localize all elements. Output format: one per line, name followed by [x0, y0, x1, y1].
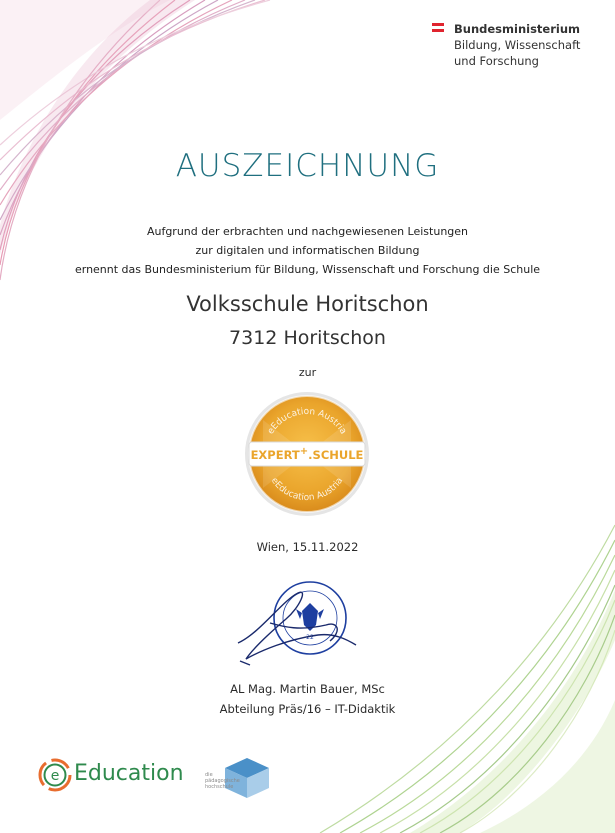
- ministry-name-line1: Bundesministerium: [454, 22, 580, 36]
- certificate-title: AUSZEICHNUNG: [175, 148, 440, 184]
- eeducation-logo-letter: e: [50, 768, 60, 784]
- school-location: 7312 Horitschon: [229, 327, 386, 349]
- intro-line-1: Aufgrund der erbrachten und nachgewiesenen Leistungen: [146, 225, 469, 238]
- handwritten-signature: [238, 592, 356, 665]
- signature-and-seal: [230, 573, 370, 668]
- signer-department: Abteilung Präs/16 – IT-Didaktik: [219, 702, 396, 716]
- signer-name: AL Mag. Martin Bauer, MSc: [230, 682, 385, 696]
- expert-schule-badge: [243, 390, 371, 518]
- certificate-intro: [0, 222, 615, 279]
- eeducation-logo-icon: [38, 758, 72, 792]
- badge-label: EXPERT+.SCHULE: [250, 446, 364, 462]
- seal-number: 22: [306, 634, 314, 641]
- badge-arc-top-text: eEducation Austria: [266, 406, 348, 437]
- intro-line-2: zur digitalen und informatischen Bildung: [195, 244, 420, 257]
- issue-date: Wien, 15.11.2022: [256, 540, 359, 554]
- ministry-name-line3: und Forschung: [454, 54, 539, 68]
- eeducation-logo-text: Education: [74, 761, 184, 786]
- signer-block: [0, 679, 615, 719]
- connector-text: zur: [298, 366, 317, 379]
- school-name: Volksschule Horitschon: [186, 292, 429, 316]
- ph-logo-text: die pädagogische hochschule: [205, 772, 240, 790]
- ministry-logo: [432, 21, 607, 69]
- ministry-name-line2: Bildung, Wissenschaft: [454, 38, 581, 52]
- austria-flag-icon: [432, 23, 444, 32]
- intro-line-3: ernennt das Bundesministerium für Bildung, Wissenschaft und Forschung die Schule: [74, 263, 541, 276]
- badge-arc-bottom-text: eEducation Austria: [268, 476, 346, 504]
